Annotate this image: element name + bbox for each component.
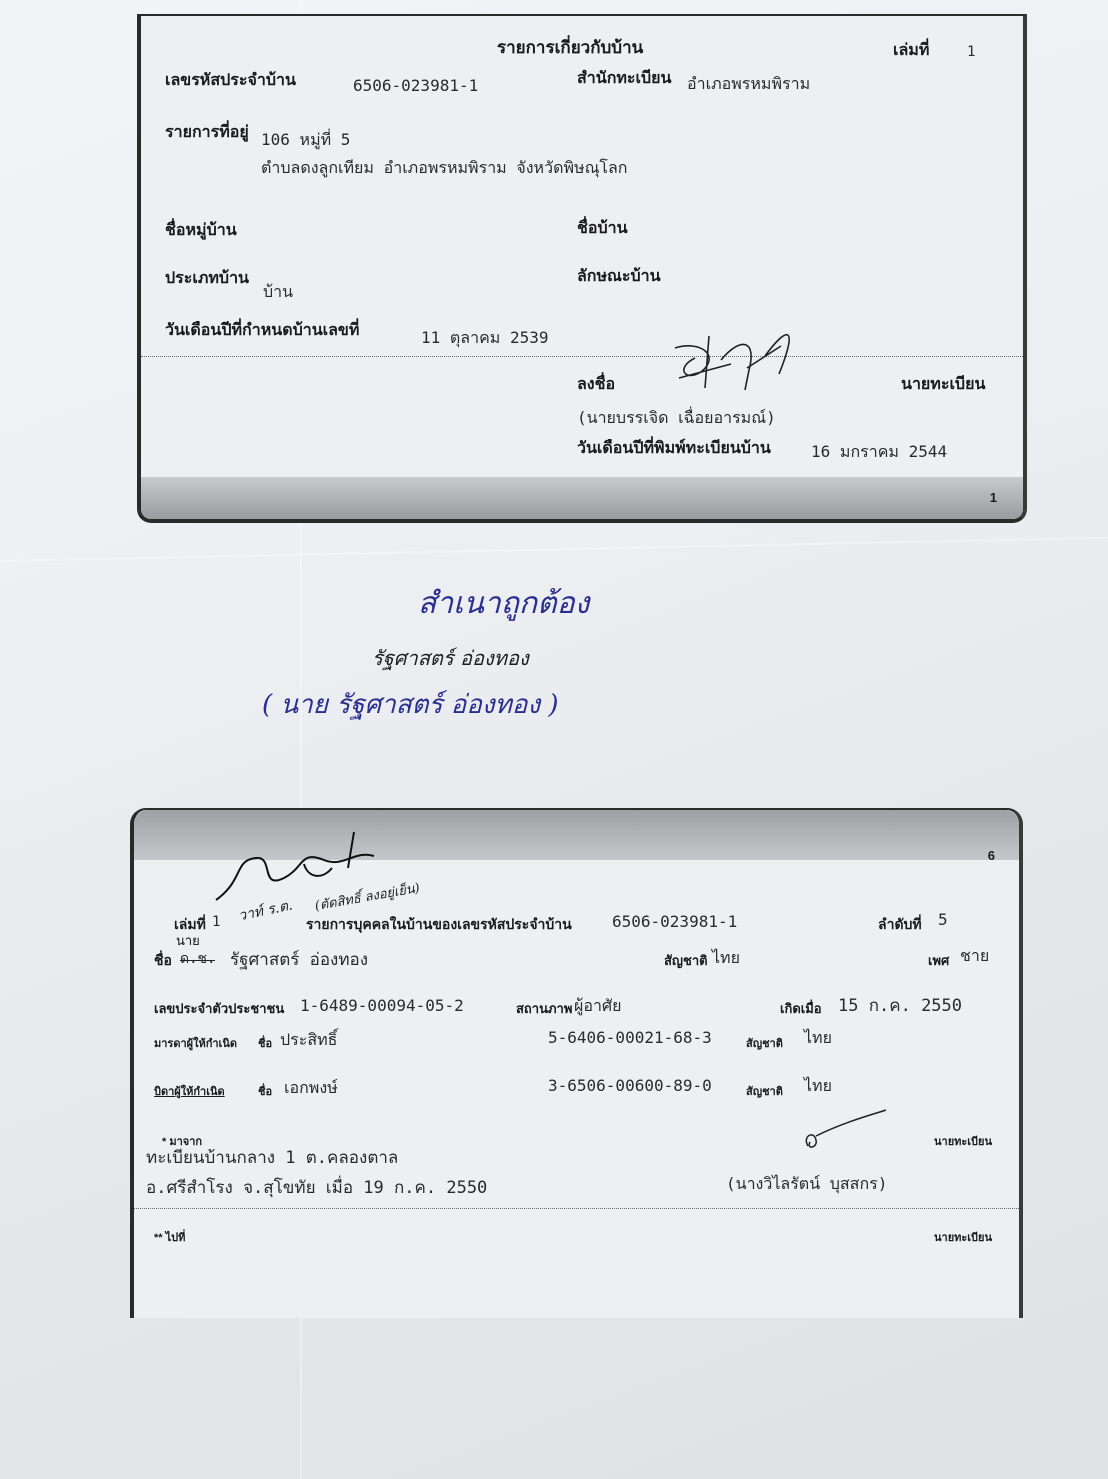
person-list-label: รายการบุคคลในบ้านของเลขรหัสประจำบ้าน <box>306 916 572 932</box>
book-label: เล่มที่ <box>893 42 930 59</box>
registrar-name: (นายบรรเจิด เฉื่อยอารมณ์) <box>577 408 776 427</box>
old-prefix <box>180 948 215 970</box>
moved-from-line2: อ.ศรีสำโรง จ.สุโขทัย เมื่อ 19 ก.ค. 2550 <box>146 1178 488 1198</box>
moved-to-label: ** ไปที่ <box>154 1232 186 1244</box>
address-label: รายการที่อยู่ <box>165 124 249 141</box>
status-label: สถานภาพ <box>516 1001 573 1016</box>
new-prefix: นาย <box>176 934 200 949</box>
registry-office-label: สำนักทะเบียน <box>577 70 672 87</box>
mother-nat: ไทย <box>804 1028 832 1047</box>
registrar-label-2: นายทะเบียน <box>934 1232 993 1244</box>
book-value: 1 <box>967 44 976 60</box>
house-type-label: ประเภทบ้าน <box>165 270 249 287</box>
name-value: รัฐศาสตร์ อ่องทอง <box>230 950 369 970</box>
mother-name: ประสิทธิ์ <box>280 1030 338 1049</box>
status-value: ผู้อาศัย <box>574 996 622 1015</box>
registry-office-value: อำเภอพรหมพิราม <box>687 74 811 93</box>
registrar-signature <box>661 316 801 406</box>
paper-crease <box>0 537 1108 562</box>
father-id: 3-6506-00600-89-0 <box>548 1076 712 1095</box>
book-label: เล่มที่ <box>174 916 206 932</box>
print-date-value: 16 มกราคม 2544 <box>811 442 948 461</box>
mother-label: มารดาผู้ให้กำเนิด <box>154 1038 237 1050</box>
born-value: 15 ก.ค. 2550 <box>838 996 963 1016</box>
mother-name-label: ชื่อ <box>258 1038 273 1050</box>
address-line2: ตำบลดงลูกเทียม อำเภอพรหมพิราม จังหวัดพิษณุโลก <box>261 158 628 177</box>
number-assigned-date-label: วันเดือนปีที่กำหนดบ้านเลขที่ <box>165 322 360 339</box>
registrar-signature <box>794 1106 904 1156</box>
id-label: เลขประจำตัวประชาชน <box>154 1001 285 1016</box>
address-line1: 106 หมู่ที่ 5 <box>261 130 351 149</box>
father-name-label: ชื่อ <box>258 1086 273 1098</box>
order-value: 5 <box>938 910 948 929</box>
sex-value: ชาย <box>960 946 990 965</box>
house-code-value: 6506-023981-1 <box>612 912 738 931</box>
mother-nat-label: สัญชาติ <box>746 1038 783 1050</box>
registrar-label: นายทะเบียน <box>934 1136 993 1148</box>
person-record-card <box>130 808 1023 1318</box>
card-title: รายการเกี่ยวกับบ้าน <box>497 38 644 57</box>
house-feature-label: ลักษณะบ้าน <box>577 268 661 285</box>
certifier-signature: รัฐศาสตร์ อ่องทอง <box>372 646 529 670</box>
father-label: บิดาผู้ให้กำเนิด <box>154 1086 225 1098</box>
registrar-name: (นางวิไลรัตน์ บุสสกร) <box>726 1174 888 1193</box>
sex-label: เพศ <box>928 953 950 968</box>
handwritten-note-2: (ตัดสิทธิ์ ลงอยู่เย็น) <box>313 880 421 915</box>
card-footer-bar <box>141 477 1023 519</box>
born-label: เกิดเมื่อ <box>780 1001 822 1016</box>
id-value: 1-6489-00094-05-2 <box>300 996 464 1015</box>
name-label: ชื่อ <box>154 952 172 968</box>
house-code-label: เลขรหัสประจำบ้าน <box>165 72 296 89</box>
house-code-value: 6506-023981-1 <box>353 76 479 95</box>
mother-id: 5-6406-00021-68-3 <box>548 1028 712 1047</box>
father-nat-label: สัญชาติ <box>746 1086 783 1098</box>
divider <box>134 1208 1019 1209</box>
father-name: เอกพงษ์ <box>284 1078 338 1097</box>
handwritten-note: วาท์ ร.ต. <box>236 897 294 925</box>
moved-from-label: * มาจาก <box>162 1136 203 1148</box>
registrar-label: นายทะเบียน <box>901 376 986 393</box>
nationality-value: ไทย <box>712 948 740 967</box>
house-details-card <box>137 14 1027 523</box>
book-value: 1 <box>212 914 221 930</box>
page-number: 1 <box>989 490 997 505</box>
certifier-name: ( นาย รัฐศาสตร์ อ่องทอง ) <box>262 690 559 720</box>
father-nat: ไทย <box>804 1076 832 1095</box>
village-name-label: ชื่อหมู่บ้าน <box>165 222 237 239</box>
print-date-label: วันเดือนปีที่พิมพ์ทะเบียนบ้าน <box>577 440 771 457</box>
order-label: ลำดับที่ <box>878 916 922 932</box>
moved-from-line1: ทะเบียนบ้านกลาง 1 ต.คลองตาล <box>146 1148 399 1168</box>
nationality-label: สัญชาติ <box>664 953 708 968</box>
page-number: 6 <box>987 848 995 863</box>
number-assigned-date-value: 11 ตุลาคม 2539 <box>421 328 549 347</box>
house-name-label: ชื่อบ้าน <box>577 220 628 237</box>
house-type-value: บ้าน <box>263 282 294 301</box>
certified-copy-text: สำเนาถูกต้อง <box>418 586 590 621</box>
divider <box>141 356 1023 357</box>
old-prefix-struck: ด.ช. <box>180 951 216 967</box>
sign-label: ลงชื่อ <box>577 376 616 393</box>
